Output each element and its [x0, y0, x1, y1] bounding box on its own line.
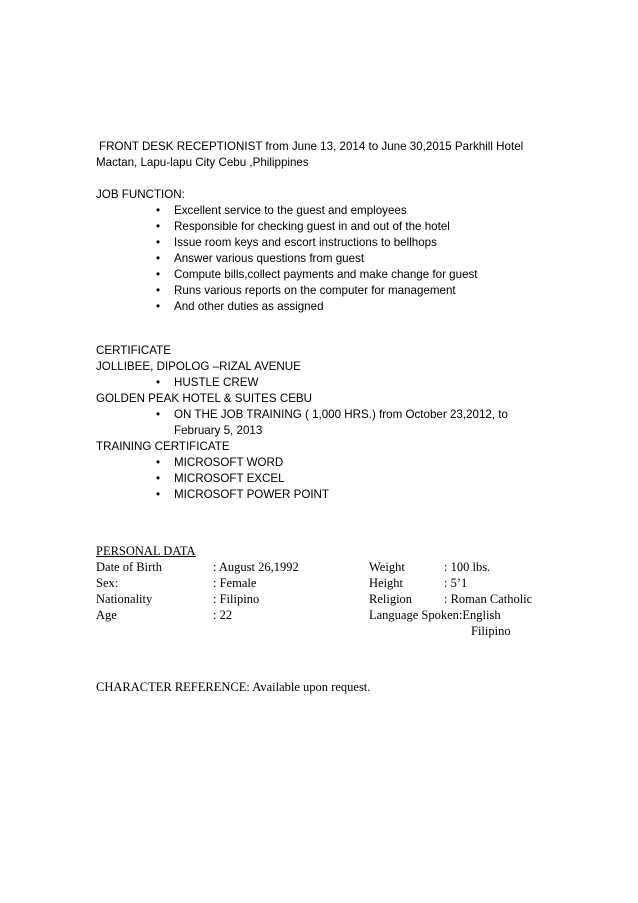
job-title-line-2: Mactan, Lapu-lapu City Cebu ,Philippines	[96, 156, 309, 169]
bullet-icon: •	[156, 220, 161, 233]
personal-label-dob: Date of Birth	[96, 560, 162, 574]
personal-label-height: Height	[369, 576, 404, 590]
bullet-icon: •	[156, 204, 161, 217]
bullet-icon: •	[156, 488, 161, 501]
bullet-icon: •	[156, 472, 161, 485]
personal-label-language-text: Language Spoken:	[369, 608, 463, 622]
personal-label-language	[369, 607, 501, 623]
certificate-org-2: GOLDEN PEAK HOTEL & SUITES CEBU	[96, 392, 313, 405]
job-title-line-1: FRONT DESK RECEPTIONIST from June 13, 2014 to June 30,2015 Parkhill Hotel	[99, 140, 524, 153]
training-certificate-heading: TRAINING CERTIFICATE	[96, 440, 230, 453]
personal-value-height: : 5’1	[444, 576, 468, 590]
personal-value-dob: : August 26,1992	[213, 560, 299, 574]
bullet-icon: •	[156, 236, 161, 249]
bullet-icon: •	[156, 284, 161, 297]
personal-data-heading: PERSONAL DATA	[96, 544, 196, 558]
personal-value-religion: : Roman Catholic	[444, 592, 533, 606]
personal-label-age: Age	[96, 608, 117, 622]
personal-value-nationality: : Filipino	[213, 592, 260, 606]
bullet-icon: •	[156, 300, 161, 313]
bullet-icon: •	[156, 456, 161, 469]
personal-label-religion: Religion	[369, 592, 413, 606]
personal-value-weight: : 100 lbs.	[444, 560, 491, 574]
personal-label-sex: Sex:	[96, 576, 119, 590]
personal-value-sex: : Female	[213, 576, 257, 590]
character-reference: CHARACTER REFERENCE: Available upon request.	[96, 680, 371, 694]
personal-value-language: English	[462, 608, 501, 622]
personal-value-age: : 22	[213, 608, 233, 622]
certificate-org-2-item-continuation: February 5, 2013	[174, 424, 263, 437]
bullet-icon: •	[156, 252, 161, 265]
bullet-icon: •	[156, 376, 161, 389]
bullet-icon: •	[156, 408, 161, 421]
bullet-icon: •	[156, 268, 161, 281]
job-function-heading: JOB FUNCTION:	[96, 188, 185, 201]
personal-label-weight: Weight	[369, 560, 405, 574]
personal-value-language-extra: Filipino	[471, 624, 511, 638]
certificate-org-1: JOLLIBEE, DIPOLOG –RIZAL AVENUE	[96, 360, 301, 373]
certificate-heading: CERTIFICATE	[96, 344, 171, 357]
personal-label-nationality: Nationality	[96, 592, 153, 606]
